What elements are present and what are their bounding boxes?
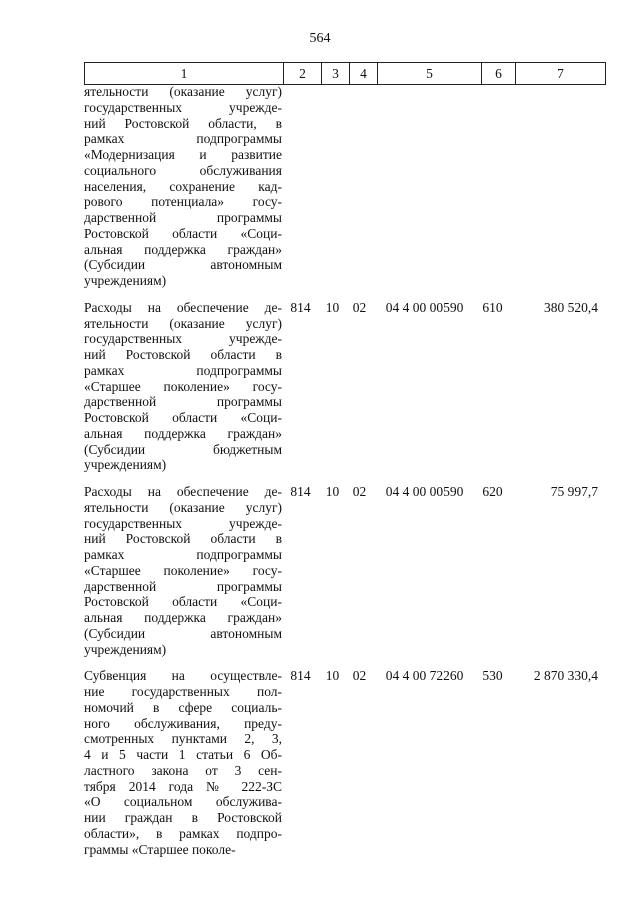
row-description: [84, 473, 282, 657]
subsection-code: 02: [352, 484, 367, 499]
description-line: «Старшее поколение» госу-: [84, 378, 282, 394]
description-line: ние государственных пол-: [84, 684, 282, 699]
section-code: 10: [325, 484, 340, 499]
description-line: граммы «Старшее поколе-: [84, 841, 236, 857]
amount: 75 997,7: [550, 484, 598, 499]
description-line: учреждениям): [84, 273, 167, 288]
description-line: дарственной программы: [84, 210, 282, 225]
description-line: рамках подпрограммы: [84, 131, 282, 147]
column-header-5: 5: [378, 63, 482, 85]
expense-type-code: [476, 84, 509, 289]
expense-type-code: 610: [482, 299, 503, 315]
description-line: государственных учрежде-: [84, 99, 282, 115]
row-description: [84, 657, 282, 857]
description-line: учреждениям): [84, 457, 167, 473]
page-number: 564: [309, 31, 331, 46]
description-line: «Старшее поколение» госу-: [84, 562, 282, 578]
section-code: [319, 84, 346, 289]
amount: 380 520,4: [544, 299, 598, 315]
subsection-code: 02: [352, 668, 367, 684]
ministry-code: 814: [290, 668, 311, 684]
description-line: государственных учрежде-: [84, 515, 282, 531]
ministry-code: 814: [290, 484, 311, 499]
description-line: ний Ростовской области в: [84, 347, 282, 362]
description-line: ятельности (оказание услуг): [84, 84, 282, 99]
description-line: населения, сохранение кад-: [84, 178, 282, 194]
description-line: «Модернизация и развитие: [84, 147, 282, 162]
description-line: ятельности (оказание услуг): [84, 499, 282, 515]
description-line: ний Ростовской области, в: [84, 115, 282, 131]
budget-table-body: [84, 84, 600, 857]
description-line: учреждениям): [84, 641, 167, 657]
description-line: тября 2014 года № 222-ЗС: [84, 778, 282, 794]
description-line: альная поддержка граждан»: [84, 610, 282, 625]
expense-type-code: 530: [482, 668, 503, 684]
column-header-table: [84, 62, 606, 85]
column-header-6: 6: [482, 63, 516, 85]
target-article-code: 04 4 00 00590: [385, 299, 464, 315]
description-line: рового потенциала» госу-: [84, 194, 282, 210]
expense-type-code: 620: [482, 484, 503, 499]
description-line: Расходы на обеспечение де-: [84, 484, 282, 499]
description-line: альная поддержка граждан»: [84, 425, 282, 441]
subsection-code: [346, 84, 373, 289]
column-header-7: 7: [516, 63, 606, 85]
description-line: 4 и 5 части 1 статьи 6 Об-: [84, 747, 282, 762]
subsection-code: 02: [352, 299, 367, 315]
column-header-1: 1: [85, 63, 284, 85]
table-row: [84, 473, 600, 657]
table-row: [84, 84, 600, 289]
description-line: смотренных пунктами 2, 3,: [84, 731, 282, 747]
amount: [509, 84, 600, 289]
description-line: ний Ростовской области в: [84, 531, 282, 547]
description-line: (Субсидии автономным: [84, 625, 282, 641]
description-line: «О социальном обслужива-: [84, 794, 282, 810]
description-line: ного обслуживания, преду-: [84, 715, 282, 731]
ministry-code: 814: [290, 299, 311, 315]
column-header-4: 4: [350, 63, 378, 85]
table-row: [84, 657, 600, 857]
description-line: (Субсидии автономным: [84, 257, 282, 273]
amount: 2 870 330,4: [533, 668, 598, 684]
column-header-row: [85, 63, 606, 85]
description-line: Расходы на обеспечение де-: [84, 299, 282, 315]
description-line: нии граждан в Ростовской: [84, 810, 282, 825]
description-line: Ростовской области «Соци-: [84, 410, 282, 425]
section-code: 10: [325, 668, 340, 684]
table-row: [84, 289, 600, 473]
description-line: социального обслуживания: [84, 162, 282, 178]
description-line: ятельности (оказание услуг): [84, 315, 282, 331]
description-line: области», в рамках подпро-: [84, 825, 282, 841]
description-line: номочий в сфере социаль-: [84, 699, 282, 715]
description-line: рамках подпрограммы: [84, 547, 282, 562]
target-article-code: 04 4 00 72260: [385, 668, 464, 684]
section-code: 10: [325, 299, 340, 315]
description-line: государственных учрежде-: [84, 331, 282, 347]
description-line: Субвенция на осуществле-: [84, 668, 282, 684]
ministry-code: [282, 84, 319, 289]
description-line: (Субсидии бюджетным: [84, 441, 282, 457]
target-article-code: 04 4 00 00590: [385, 484, 464, 499]
description-line: рамках подпрограммы: [84, 362, 282, 378]
description-line: альная поддержка граждан»: [84, 241, 282, 257]
column-header-3: 3: [322, 63, 350, 85]
description-line: дарственной программы: [84, 578, 282, 594]
column-header-2: 2: [284, 63, 322, 85]
description-line: Ростовской области «Соци-: [84, 225, 282, 241]
row-description: [84, 289, 282, 473]
row-description: [84, 84, 282, 289]
description-line: Ростовской области «Соци-: [84, 594, 282, 610]
target-article-code: [373, 84, 476, 289]
description-line: ластного закона от 3 сен-: [84, 762, 282, 778]
description-line: дарственной программы: [84, 394, 282, 410]
